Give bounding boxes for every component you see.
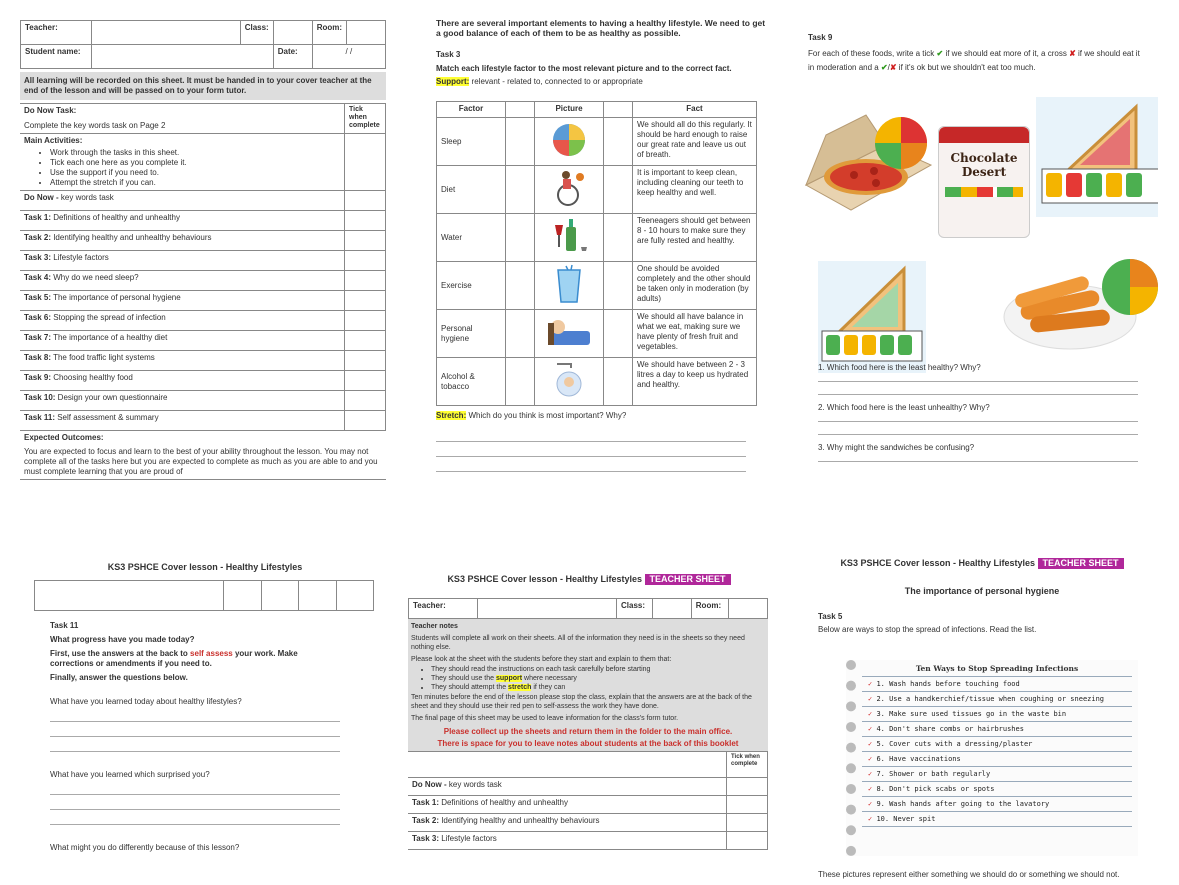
teacher-field[interactable] [478,599,617,619]
stretch-note: Stretch: Which do you think is most important? Why? [436,411,627,420]
class-label: Class: [617,599,653,619]
alcohol-bottle-icon [549,217,589,255]
factor-cell: Exercise [437,262,506,310]
question-3: 3. Why might the sandwiches be confusing? [818,443,975,452]
page-title: KS3 PSHCE Cover lesson - Healthy Lifestyles [840,558,1036,568]
picture-cell [535,262,604,310]
task5-title: Task 5 [818,612,843,621]
outcomes-title: Expected Outcomes: [24,433,104,442]
date-field[interactable]: / / [312,45,385,69]
panel-task-5 [806,558,1158,885]
col-fact: Fact [633,102,757,118]
section-subtitle: The importance of personal hygiene [904,586,1060,596]
tick-box[interactable] [345,231,386,251]
tick-icon: ✔ [880,63,888,72]
table-row: Task 2: Identifying healthy and unhealthy behaviours [20,231,345,251]
tick-icon: ✓ [868,785,873,793]
sandwich-image [818,261,926,373]
panel-task-9 [796,33,1158,498]
tick-icon: ✓ [868,695,873,703]
tick-box[interactable] [345,331,386,351]
tick-header: Tick when complete [345,104,386,134]
table-row: Task 8: The food traffic light systems [20,351,345,371]
tick-box[interactable] [345,391,386,411]
main-activities-list [24,148,340,188]
list-item: • They should read the instructions on each task carefully before starting [431,665,765,674]
chocolate-dessert-image [938,126,1030,238]
tick-box[interactable] [345,191,386,211]
tick-icon: ✓ [868,710,873,718]
support-note: Support: relevant - related to, connected to or appropriate [436,77,643,86]
notes-space-note: There is space for you to leave notes about students at the back of this booklet [437,739,739,748]
question-1: What have you learned today about healthy lifestyles? [50,697,242,706]
pizza-image [796,105,936,215]
tick-box[interactable] [345,251,386,271]
tick-icon: ✔ [936,49,944,58]
list-item: • Tick each one here as you complete it. [50,158,340,168]
picture-cell [535,118,604,166]
tick-box[interactable] [345,271,386,291]
panel-task-3 [436,18,766,498]
teacher-task-table [408,751,768,850]
picture-cell [535,214,604,262]
do-now-text: Complete the key words task on Page 2 [24,121,166,130]
page-title: KS3 PSHCE Cover lesson - Healthy Lifestyles [107,562,303,572]
answer-lines[interactable] [50,707,340,752]
task9-title: Task 9 [808,33,833,42]
table-row: Task 5: The importance of personal hygiene [20,291,345,311]
question-3: What might you do differently because of this lesson? [50,843,240,852]
tick-icon: ✓ [868,800,873,808]
task5-instructions: Below are ways to stop the spread of infections. Read the list. [818,625,1037,634]
list-item: • They should attempt the stretch if they can [431,683,765,692]
table-row: Task 3: Lifestyle factors [408,832,727,850]
tick-icon: ✓ [868,815,873,823]
answer-line[interactable] [818,382,1138,395]
task9-instructions: For each of these foods, write a tick ✔ if we should eat more of it, a cross ✘ if we should eat it in moderation and a ✔/✘ if it's ok but we shouldn't eat too much. [808,49,1140,72]
tick-icon: ✓ [868,740,873,748]
task3-intro: There are several important elements to having a healthy lifestyle. We need to get a good balance of each of them to be as healthy as possible. [436,18,766,38]
tick-box[interactable] [345,371,386,391]
class-field[interactable] [273,21,312,45]
teacher-notes: Teacher notes Students will complete all work on their sheets. All of the information they need is in the sheets so they need nothing else. Please look at the sheet with the students before they start and explain to them that: • They should read the instructions on each task carefully before starting • They should use the support where necessary • They should attempt the stretch if they can Ten minutes before the end of the lesson please stop the class, explain that the answers are at the back of the sheet and they should use their red pen to self-assess the work they have done. The final page of this sheet may be used to leave information for the class's form tutor. Please collect up the sheets and return them in the folder to the main office. There is space for you to leave notes about students at the back of this booklet [408,619,768,751]
fact-cell: We should have between 2 - 3 litres a day to keep us hydrated and healthy. [633,358,757,406]
teacher-sheet-header [408,574,770,584]
table-row: Task 9: Choosing healthy food [20,371,345,391]
page-title: KS3 PSHCE Cover lesson - Healthy Lifestyles [447,574,643,584]
panel-task-11 [34,562,376,885]
list-item: • Use the support if you need to. [50,168,340,178]
task11-title: Task 11 [50,621,79,630]
tick-box[interactable] [727,832,768,850]
list-item: • Work through the tasks in this sheet. [50,148,340,158]
teacher-label: Teacher: [21,21,92,45]
list-item: ✓ 2. Use a handkerchief/tissue when coughing or sneezing [862,692,1132,707]
table-row: Task 6: Stopping the spread of infection [20,311,345,331]
student-details-table [20,20,386,69]
teacher-details-table [408,598,768,619]
tick-icon: ✓ [868,755,873,763]
room-label: Room: [312,21,346,45]
factor-cell: Diet [437,166,506,214]
col-factor: Factor [437,102,506,118]
list-item: ✓ 5. Cover cuts with a dressing/plaster [862,737,1132,752]
factor-cell: Alcohol & tobacco [437,358,506,406]
list-item: ✓ 7. Shower or bath regularly [862,767,1132,782]
tick-box[interactable] [345,351,386,371]
col-picture: Picture [535,102,604,118]
list-title: Ten Ways to Stop Spreading Infections [862,664,1132,677]
list-item: ✓ 8. Don't pick scabs or spots [862,782,1132,797]
list-item: • Attempt the stretch if you can. [50,178,340,188]
tick-header: Tick when complete [727,752,768,778]
cross-icon: ✘ [889,63,897,72]
tick-box[interactable] [345,291,386,311]
task3-instructions: Match each lifestyle factor to the most relevant picture and to the correct fact. [436,64,732,73]
pictures-footer-note: These pictures represent either something we should do or something we should not. [818,870,1120,879]
task-checklist-table [20,103,386,480]
collect-sheets-note: Please collect up the sheets and return them in the folder to the main office. [443,727,733,736]
cross-icon: ✘ [1069,49,1076,58]
table-row: Task 10: Design your own questionnaire [20,391,345,411]
table-row: Task 7: The importance of a healthy diet [20,331,345,351]
shower-icon [549,360,589,400]
room-field[interactable] [729,599,768,619]
teacher-sheet-badge: TEACHER SHEET [1038,558,1124,569]
outcomes-text: You are expected to focus and learn to the best of your ability throughout the lesson. You may not complete all of the tasks here but you are expected to complete as much as you are able to and you must complete learning that you are proud of [24,447,378,476]
balanced-plate-icon [552,123,586,157]
wheelchair-basketball-icon [552,169,586,207]
question-2: What have you learned which surprised you? [50,770,210,779]
sandwich-image [1036,97,1158,217]
tick-icon: ✓ [868,725,873,733]
tick-box[interactable] [345,311,386,331]
fact-cell: We should all do this regularly. It should be hard enough to raise our great rate and leave us out of breath. [633,118,757,166]
question-1: 1. Which food here is the least healthy? Why? [818,363,981,372]
panel-teacher-sheet [408,574,770,885]
picture-cell [535,166,604,214]
tick-box[interactable] [727,814,768,832]
answer-line[interactable] [818,413,1138,422]
list-item: • They should use the support where necessary [431,674,765,683]
teacher-label: Teacher: [409,599,478,619]
table-row: Task 11: Self assessment & summary [20,411,345,431]
factor-cell: Sleep [437,118,506,166]
picture-cell [535,310,604,358]
tick-box[interactable] [727,778,768,796]
tick-box[interactable] [345,211,386,231]
main-activities-title: Main Activities: [24,136,83,145]
factor-cell: Water [437,214,506,262]
sleeping-child-icon [546,315,592,349]
panel-student-sheet [20,20,386,502]
finally-instruction: Finally, answer the questions below. [50,673,188,682]
table-row: Do Now - key words task [408,778,727,796]
progress-question: What progress have you made today? [50,635,195,644]
answer-line[interactable] [818,453,1138,462]
tick-box[interactable] [727,796,768,814]
answer-lines[interactable] [436,427,746,472]
fact-cell: We should all have balance in what we eat, making sure we have plenty of fresh fruit and vegetables. [633,310,757,358]
list-item: ✓ 4. Don't share combs or hairbrushes [862,722,1132,737]
self-assess-instruction: First, use the answers at the back to self assess your work. Make corrections or amendments if you need to. [50,649,298,668]
do-now-title: Do Now Task: [24,106,77,115]
task3-title: Task 3 [436,50,461,59]
list-item: ✓ 1. Wash hands before touching food [862,677,1132,692]
answer-line[interactable] [818,422,1138,435]
table-row: Do Now - key words task [20,191,345,211]
teacher-sheet-badge: TEACHER SHEET [645,574,731,585]
notebook-list [846,660,1138,856]
tick-icon: ✓ [868,680,873,688]
lifestyle-match-table [436,101,757,406]
table-row: Task 2: Identifying healthy and unhealthy behaviours [408,814,727,832]
picture-cell [535,358,604,406]
tick-box[interactable] [345,411,386,431]
list-item: ✓ 3. Make sure used tissues go in the waste bin [862,707,1132,722]
dessert-label: Chocolate Desert [950,151,1018,179]
question-2: 2. Which food here is the least unhealthy? Why? [818,403,990,412]
table-row: Task 1: Definitions of healthy and unhealthy [20,211,345,231]
task9-questions [818,363,1138,462]
room-label: Room: [691,599,728,619]
fact-cell: One should be avoided completely and the other should be taken only in moderation (by adults) [633,262,757,310]
tick-box[interactable] [345,134,386,191]
water-glass-icon [552,264,586,304]
class-field[interactable] [652,599,691,619]
fish-fingers-image [1000,247,1158,357]
date-label: Date: [273,45,312,69]
fact-cell: It is important to keep clean, including cleaning our teeth to keep healthy and well. [633,166,757,214]
factor-cell: Personal hygiene [437,310,506,358]
student-name-label: Student name: [21,45,92,69]
teacher-sheet-header [806,558,1158,568]
table-row: Task 1: Definitions of healthy and unhealthy [408,796,727,814]
table-row: Task 4: Why do we need sleep? [20,271,345,291]
table-row: Task 3: Lifestyle factors [20,251,345,271]
tick-icon: ✓ [868,770,873,778]
answer-line[interactable] [818,373,1138,382]
fact-cell: Teeneagers should get between 8 - 10 hours to make sure they are fully rested and healthy. [633,214,757,262]
student-name-field[interactable] [91,45,273,69]
intro-note: All learning will be recorded on this sheet. It must be handed in to your cover teacher at the end of the lesson and will be passed on to your form tutor. [20,72,386,100]
list-item: ✓ 9. Wash hands after going to the lavatory [862,797,1132,812]
student-header-boxes [34,580,374,611]
answer-lines[interactable] [50,780,340,825]
list-item: ✓ 10. Never spit [862,812,1132,827]
list-item: ✓ 6. Have vaccinations [862,752,1132,767]
teacher-field[interactable] [91,21,240,45]
class-label: Class: [240,21,273,45]
room-field[interactable] [347,21,386,45]
